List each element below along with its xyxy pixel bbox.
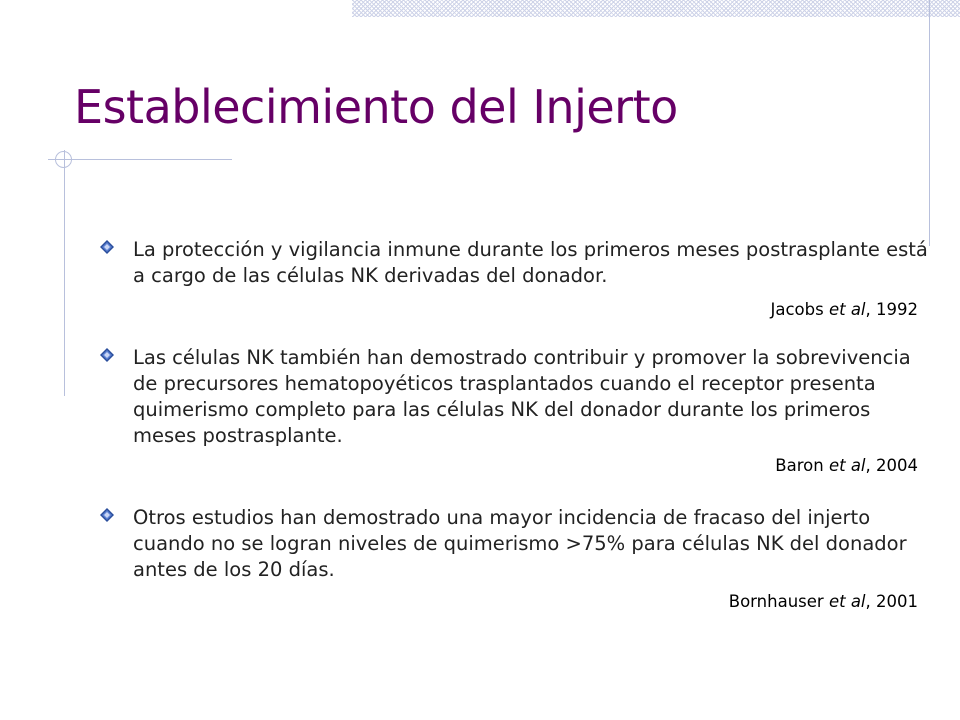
citation-year: , 2001 — [865, 592, 918, 611]
citation-author: Jacobs — [770, 300, 824, 319]
citation-etal: et al — [828, 592, 866, 611]
citation-1 — [770, 300, 918, 319]
decorative-circle — [55, 151, 72, 168]
diamond-bullet-icon — [100, 508, 114, 522]
citation-year: , 2004 — [865, 456, 918, 475]
citation-author: Baron — [775, 456, 824, 475]
bullet-text-3: Otros estudios han demostrado una mayor incidencia de fracaso del injerto cuando no se logran niveles de quimerismo >75% para células NK del donador antes de los 20 días. — [133, 506, 907, 581]
decorative-vertical-rule-right — [929, 0, 930, 246]
citation-2 — [775, 456, 918, 475]
decorative-horizontal-rule — [48, 159, 232, 160]
citation-year: , 1992 — [865, 300, 918, 319]
citation-author: Bornhauser — [728, 592, 824, 611]
slide-title: Establecimiento del Injerto — [74, 80, 678, 134]
decorative-vertical-rule-left — [64, 150, 65, 396]
diamond-bullet-icon — [100, 348, 114, 362]
citation-etal: et al — [828, 456, 866, 475]
bullet-text-2: Las células NK también han demostrado contribuir y promover la sobrevivencia de precursores hematopoyéticos trasplantados cuando el receptor presenta quimerismo completo para las células NK del donador durante los primeros meses postrasplante. — [133, 346, 911, 447]
citation-3 — [729, 592, 918, 611]
diamond-bullet-icon — [100, 240, 114, 254]
decorative-hatch-band — [352, 0, 960, 17]
bullet-text-1: La protección y vigilancia inmune durante los primeros meses postrasplante está a cargo de las células NK derivadas del donador. — [133, 238, 928, 287]
citation-etal: et al — [828, 300, 866, 319]
